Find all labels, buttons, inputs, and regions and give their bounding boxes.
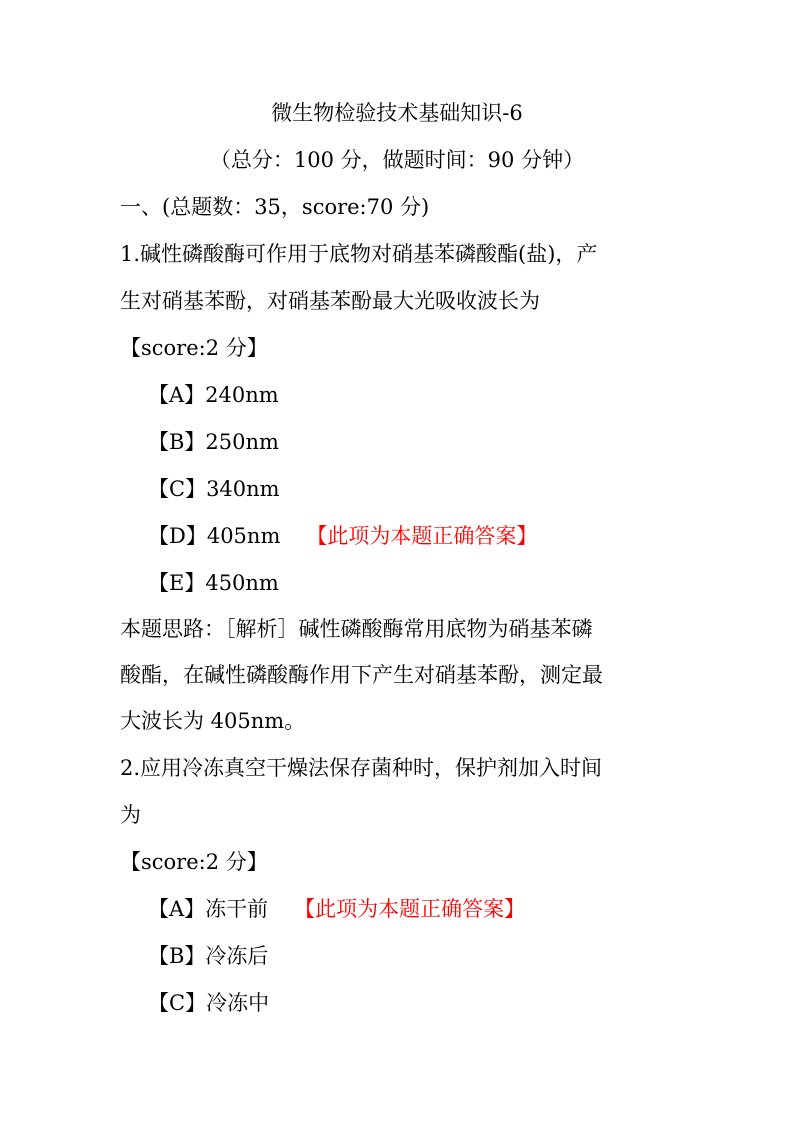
question-2-stem-line-1: 2.应用冷冻真空干燥法保存菌种时，保护剂加入时间 [120,756,603,780]
option-label: 【B】250nm [148,430,279,454]
question-1-stem-line-1: 1.碱性磷酸酶可作用于底物对硝基苯磷酸酯(盐)，产 [120,242,598,266]
option-label: 【E】450nm [148,571,279,595]
section-heading: 一、(总题数：35，score:70 分) [120,195,430,219]
question-2-score: 【score:2 分】 [120,850,268,874]
option-label: 【A】冻干前 [148,897,269,921]
question-1-stem-line-2: 生对硝基苯酚，对硝基苯酚最大光吸收波长为 [120,289,540,313]
option-label: 【C】冷冻中 [148,991,270,1015]
option-label: 【A】240nm [148,383,279,407]
question-2-option-c [148,988,269,1018]
option-label: 【C】340nm [148,477,280,501]
option-label: 【B】冷冻后 [148,944,269,968]
question-2-option-a [148,894,525,924]
question-1-option-e [148,568,279,598]
option-label: 【D】405nm [148,524,281,548]
correct-answer-mark: 【此项为本题正确答案】 [306,524,538,548]
question-2-option-b [148,941,268,971]
question-1-option-a [148,380,279,410]
question-1-option-c [148,474,280,504]
question-2-stem-line-2: 为 [120,803,141,827]
correct-answer-mark: 【此项为本题正确答案】 [294,897,526,921]
document-title: 微生物检验技术基础知识-6 [271,101,523,125]
question-1-option-d [148,521,537,551]
question-1-explanation-line-3: 大波长为 405nm。 [120,709,306,733]
document-subtitle: （总分：100 分，做题时间：90 分钟） [209,148,585,172]
question-1-score: 【score:2 分】 [120,336,268,360]
question-1-explanation-line-1: 本题思路：［解析］碱性磷酸酶常用底物为硝基苯磷 [120,617,593,641]
question-1-explanation-line-2: 酸酯，在碱性磷酸酶作用下产生对硝基苯酚，测定最 [120,663,603,687]
question-1-option-b [148,427,279,457]
